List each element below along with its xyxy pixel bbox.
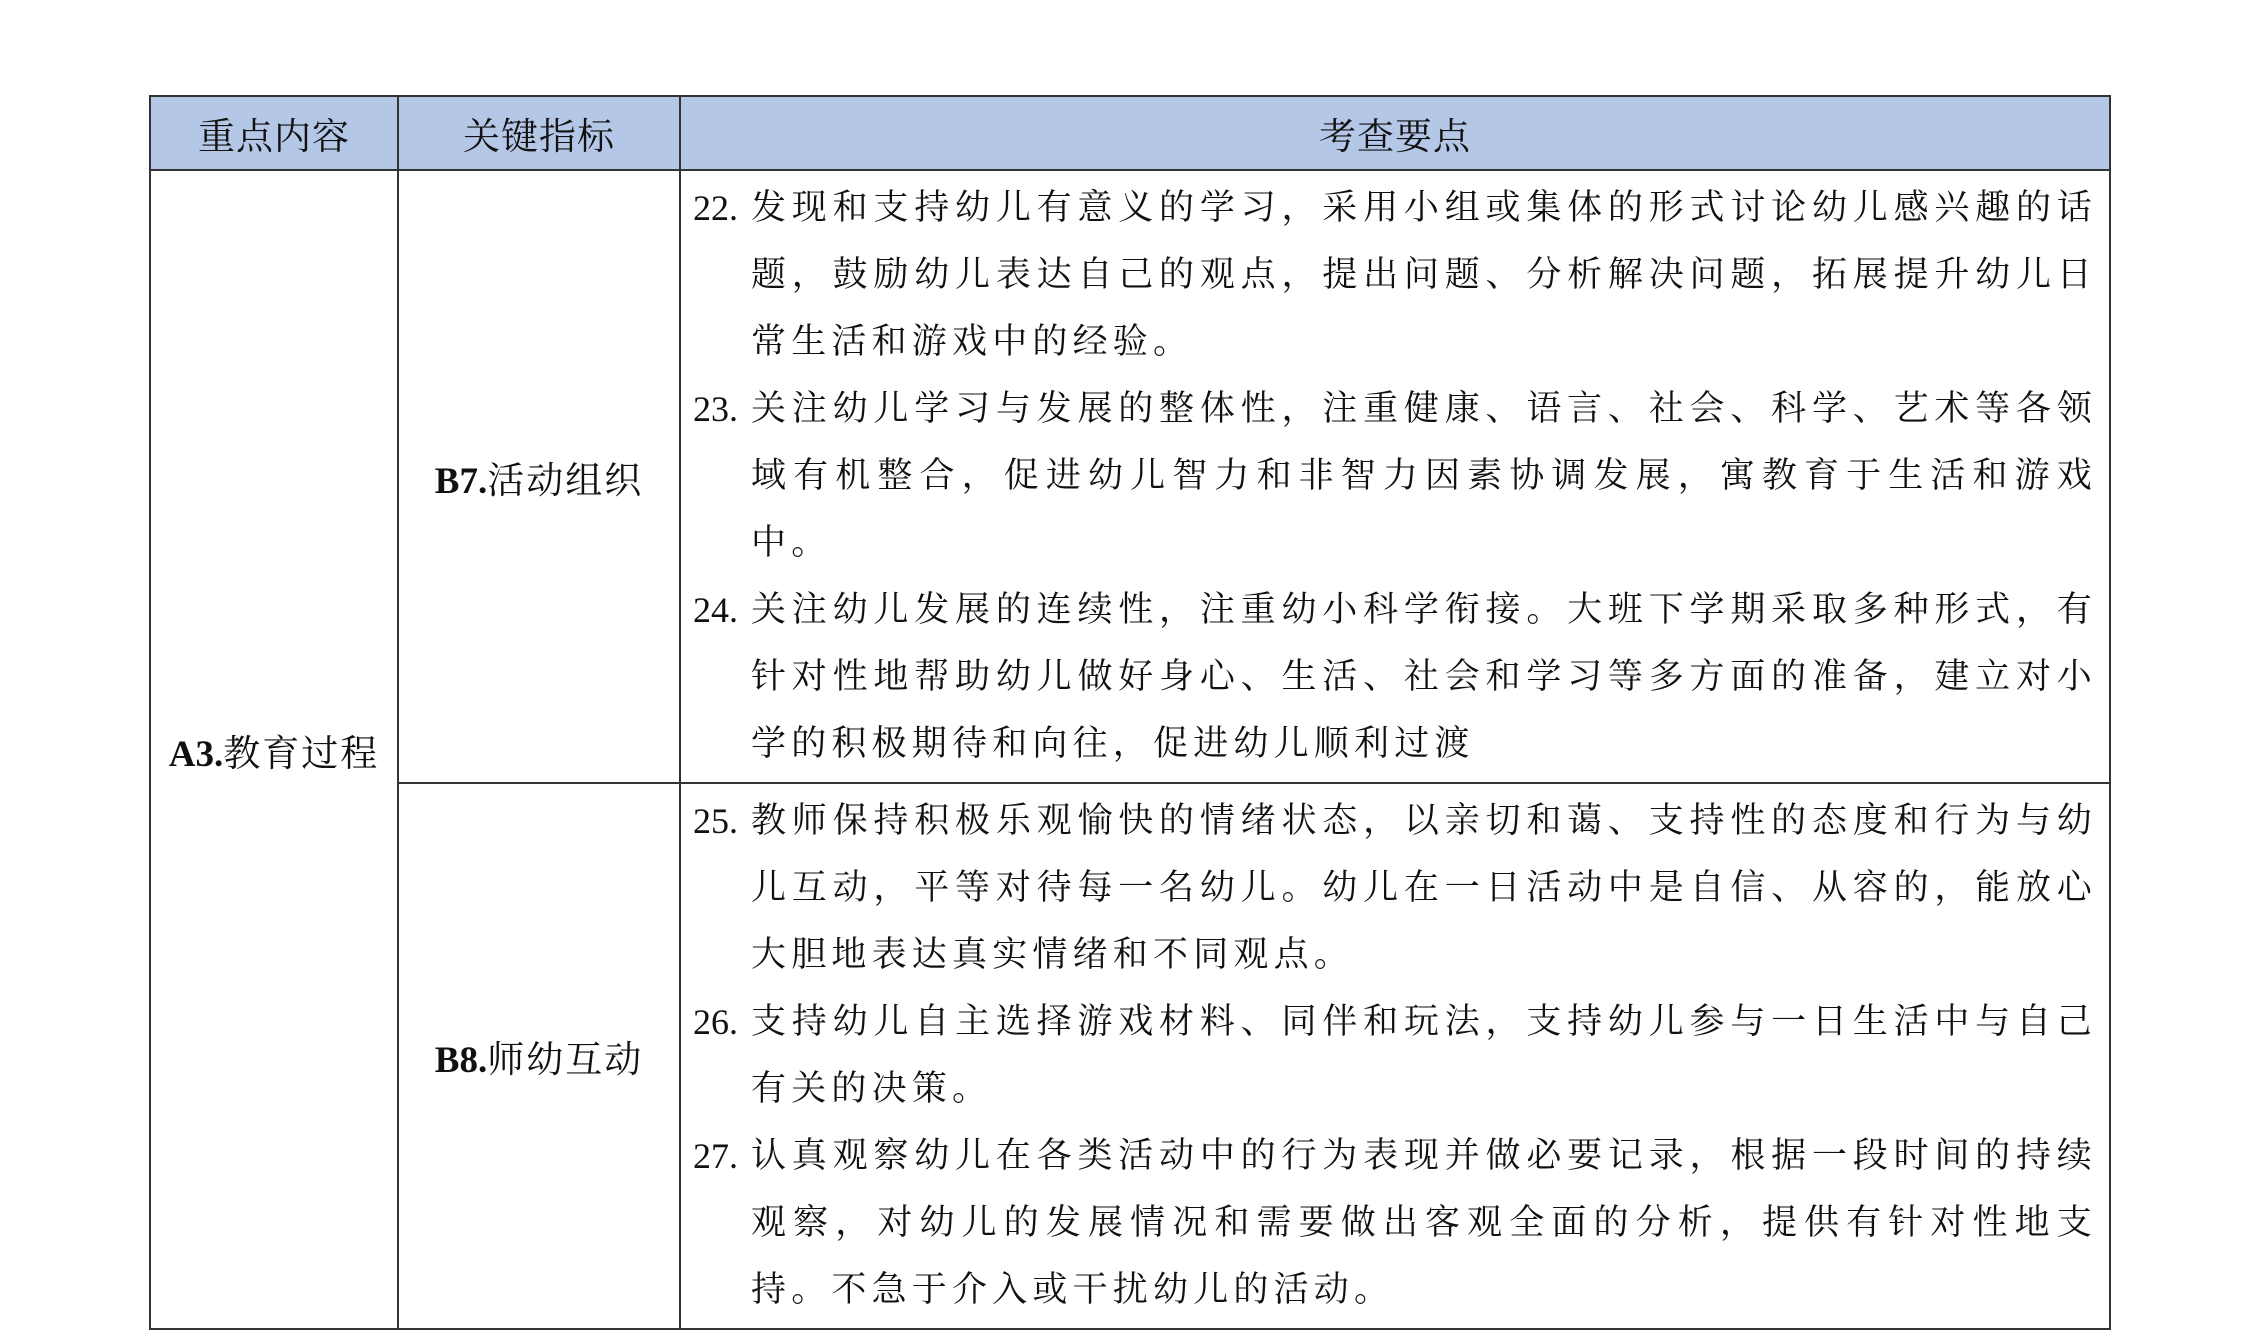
table-body: [150, 170, 2110, 1329]
evaluation-table: [149, 95, 2111, 1330]
header-review-points: 考查要点: [680, 96, 2110, 170]
indicator-code: B8.: [434, 1040, 488, 1081]
list-item: [693, 1123, 2097, 1324]
indicator-label: 师幼互动: [487, 1038, 644, 1081]
point-text: 发现和支持幼儿有意义的学习，采用小组或集体的形式讨论幼儿感兴趣的话题，鼓励幼儿表达自己的观点，提出问题、分析解决问题，拓展提升幼儿日常生活和游戏中的经验。: [751, 188, 2097, 362]
point-text: 教师保持积极乐观愉快的情绪状态，以亲切和蔼、支持性的态度和行为与幼儿互动，平等对待每一名幼儿。幼儿在一日活动中是自信、从容的，能放心大胆地表达真实情绪和不同观点。: [751, 801, 2097, 975]
point-text: 关注幼儿发展的连续性，注重幼小科学衔接。大班下学期采取多种形式，有针对性地帮助幼儿做好身心、生活、社会和学习等多方面的准备，建立对小学的积极期待和向往，促进幼儿顺利过渡: [751, 590, 2097, 764]
table-row: [150, 783, 2110, 1329]
list-item: [693, 788, 2097, 989]
point-number: 27.: [693, 1136, 738, 1176]
indicator-code: B7.: [434, 460, 488, 502]
header-row: [150, 96, 2110, 170]
header-key-indicator: 关键指标: [398, 96, 680, 170]
points-cell-b8: [680, 783, 2110, 1329]
point-number: 22.: [693, 188, 738, 228]
list-item: [693, 376, 2097, 577]
list-item: [693, 989, 2097, 1123]
point-text: 关注幼儿学习与发展的整体性，注重健康、语言、社会、科学、艺术等各领域有机整合，促进幼儿智力和非智力因素协调发展，寓教育于生活和游戏中。: [751, 389, 2097, 563]
point-number: 24.: [693, 590, 738, 630]
point-text: 支持幼儿自主选择游戏材料、同伴和玩法，支持幼儿参与一日生活中与自己有关的决策。: [751, 1002, 2097, 1109]
point-list: [681, 784, 2109, 1328]
point-list: [681, 171, 2109, 782]
focus-code: A3.: [168, 733, 224, 775]
list-item: [693, 577, 2097, 778]
focus-label: 教育过程: [223, 731, 380, 775]
header-focus-content: 重点内容: [150, 96, 398, 170]
focus-cell: [150, 170, 398, 1329]
point-number: 25.: [693, 801, 738, 841]
table-header: [150, 96, 2110, 170]
point-number: 26.: [693, 1002, 738, 1042]
table-row: [150, 170, 2110, 783]
point-number: 23.: [693, 389, 738, 429]
indicator-label: 活动组织: [487, 458, 644, 502]
points-cell-b7: [680, 170, 2110, 783]
list-item: [693, 175, 2097, 376]
indicator-cell-b8: [398, 783, 680, 1329]
indicator-cell-b7: [398, 170, 680, 783]
point-text: 认真观察幼儿在各类活动中的行为表现并做必要记录，根据一段时间的持续观察，对幼儿的发展情况和需要做出客观全面的分析，提供有针对性地支持。不急于介入或干扰幼儿的活动。: [751, 1136, 2097, 1310]
